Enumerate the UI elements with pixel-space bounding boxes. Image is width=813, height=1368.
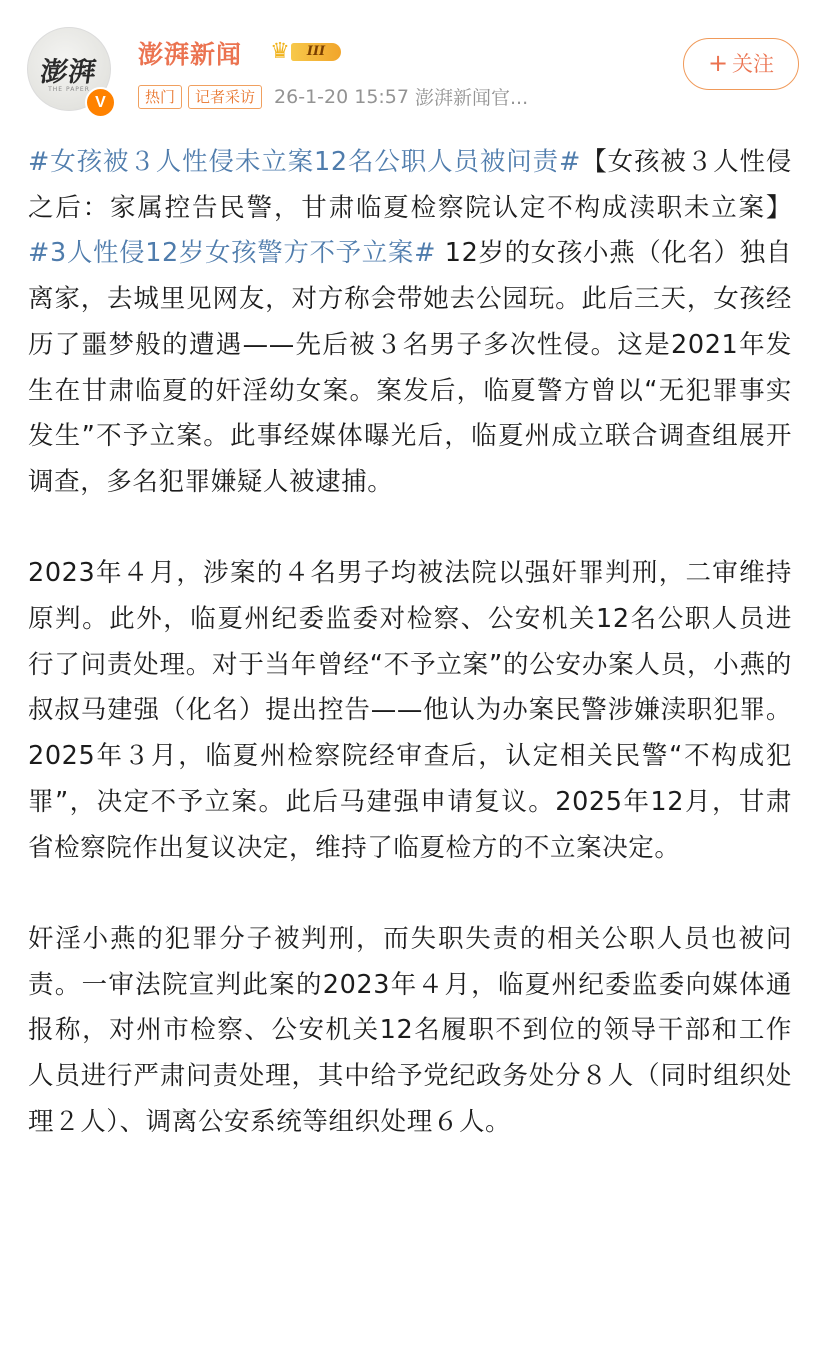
body-text: 2023年４月，涉案的４名男子均被法院以强奸罪判刑，二审维持原判。此外，临夏州纪委监委对检察、公安机关12名公职人员进行了问责处理。对于当年曾经“不予立案”的公安办案人员，小燕的叔叔马建强（化名）提出控告——他认为办案民警涉嫌渎职犯罪。2025年３月，临夏州检察院经审查后，认定相关民警“不构成犯罪”，决定不予立案。此后马建强申请复议。2025年12月，甘肃省检察院作出复议决定，维持了临夏检方的不立案决定。 — [28, 558, 792, 863]
plus-icon: + — [707, 49, 729, 77]
body-text: 奸淫小燕的犯罪分子被判刑，而失职失责的相关公职人员也被问责。一审法院宣判此案的2023年４月，临夏州纪委监委向媒体通报称，对州市检察、公安机关12名履职不到位的领导干部和工作人员进行严肃问责处理，其中给予党纪政务处分８人（同时组织处理２人）、调离公安系统等组织处理６人。 — [28, 923, 792, 1137]
author-name[interactable]: 澎湃新闻 — [138, 40, 243, 69]
post-content — [28, 140, 792, 1145]
avatar-logo-text: 澎湃 — [38, 57, 99, 88]
post-source[interactable]: 澎湃新闻官... — [414, 87, 529, 109]
hashtag-link[interactable]: #3人性侵12岁女孩警方不予立案# — [28, 238, 437, 269]
follow-label: 关注 — [732, 52, 775, 76]
hashtag-link[interactable]: #女孩被３人性侵未立案12名公职人员被问责# — [28, 147, 581, 177]
post-header — [0, 0, 813, 130]
tag-hot[interactable]: 热门 — [138, 85, 182, 109]
paragraph-2 — [28, 551, 792, 871]
vip-badge[interactable] — [265, 39, 345, 65]
post-timestamp: 26-1-20 15:57 — [274, 85, 409, 108]
post-meta — [138, 83, 528, 109]
vip-level-label: III — [291, 43, 341, 61]
paragraph-3 — [28, 917, 792, 1146]
verified-icon: V — [85, 87, 116, 118]
follow-button[interactable] — [683, 38, 799, 90]
crown-icon: ♛ — [270, 39, 290, 64]
author-avatar[interactable] — [27, 27, 115, 115]
paragraph-1 — [28, 140, 792, 506]
body-text: 12岁的女孩小燕（化名）独自离家，去城里见网友，对方称会带她去公园玩。此后三天，女孩经历了噩梦般的遭遇——先后被３名男子多次性侵。这是2021年发生在甘肃临夏的奸淫幼女案。案发后，临夏警方曾以“无犯罪事实发生”不予立案。此事经媒体曝光后，临夏州成立联合调查组展开调查，多名犯罪嫌疑人被逮捕。 — [28, 238, 792, 497]
avatar-logo-subtext: THE PAPER — [48, 86, 90, 93]
tag-reporter-interview[interactable]: 记者采访 — [188, 85, 262, 109]
headline-text: 【女孩被３人性侵之后：家属控告民警，甘肃临夏检察院认定不构成渎职未立案】 — [28, 147, 792, 223]
